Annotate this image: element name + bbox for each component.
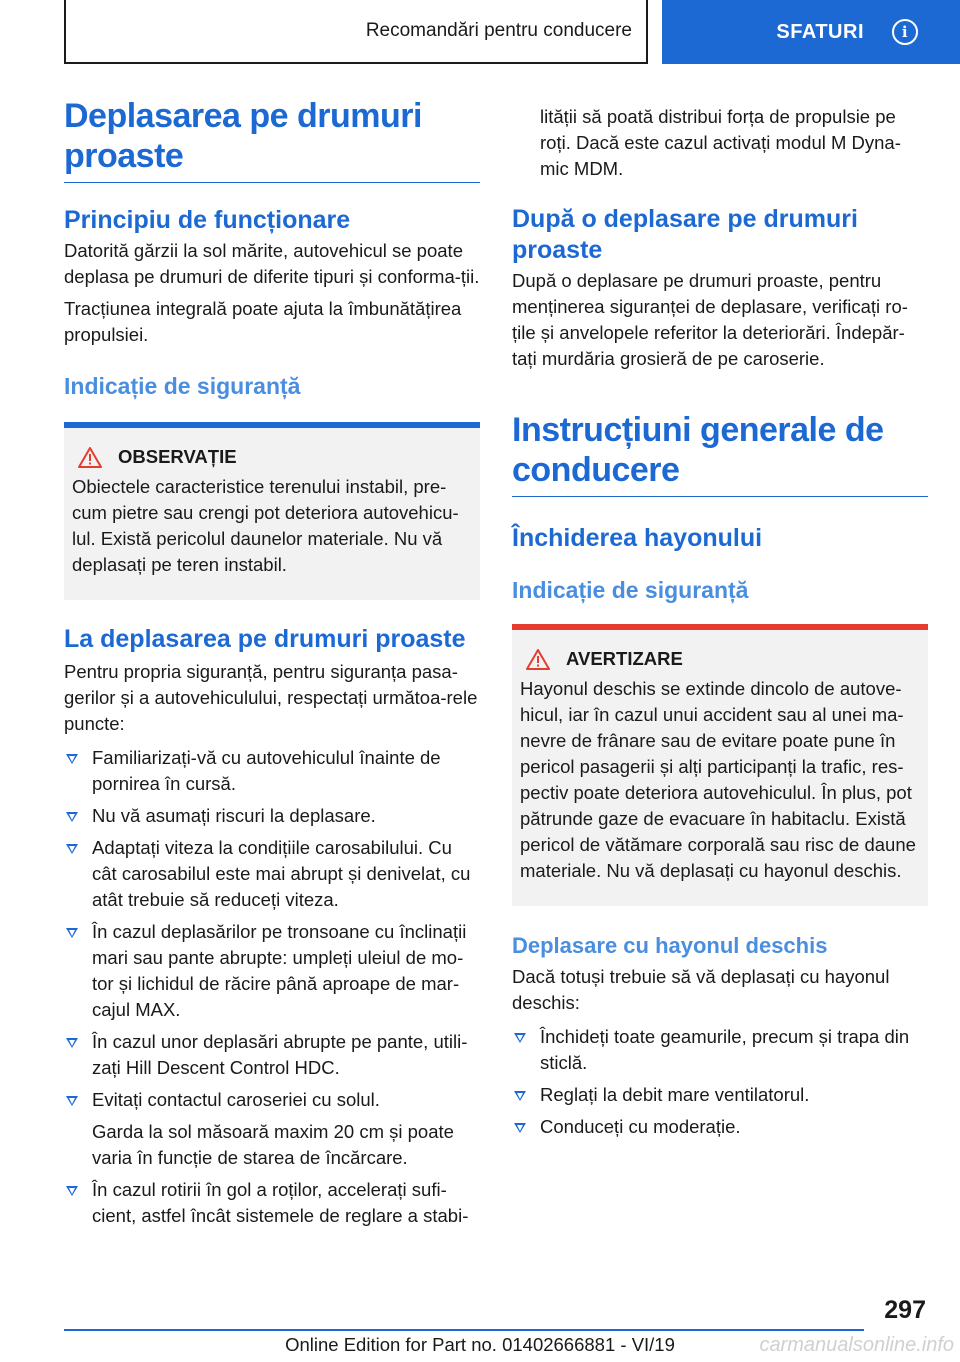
list-item: În cazul rotirii în gol a roților, accelerați sufi-cient, astfel încât sistemele de reglare a stabi-	[64, 1177, 480, 1229]
principiu-paragraph-1: Datorită gărzii la sol mărite, autovehicul se poate deplasa pe drumuri de diferite tipuri și conforma-ții.	[64, 240, 480, 287]
tab-label: SFATURI	[776, 20, 864, 43]
triangle-bullet-icon	[66, 1096, 78, 1106]
list-item: Familiarizați-vă cu autovehiculul înainte de pornirea în cursă.	[64, 745, 480, 797]
list-item: Reglați la debit mare ventilatorul.	[512, 1082, 928, 1108]
footer-divider	[64, 1329, 864, 1331]
observatie-title-row	[72, 446, 472, 468]
watermark-text: carmanualsonline.info	[759, 1334, 954, 1356]
list-item: În cazul unor deplasări abrupte pe pante, utili-zați Hill Descent Control HDC.	[64, 1029, 480, 1081]
deschis-intro: Dacă totuși trebuie să vă deplasați cu hayonul deschis:	[512, 966, 890, 1013]
edition-text: Online Edition for Part no. 01402666881 - VI/19	[285, 1334, 675, 1355]
avertizare-text: Hayonul deschis se extinde dincolo de autove-hicul, iar în cazul unui accident sau al unei ma-nevre de frânare sau de evitare poate pune în pericol pasagerii și alți participanți la trafic, res-pectiv poate deteriora autovehiculul. În plus, pot pătrunde gaze de evacuare în habitaclu. Există pericol de vătămare corporală sau risc de daune materiale. Nu vă deplasați cu hayonul deschis.	[520, 678, 916, 881]
avertizare-title-row	[520, 648, 920, 670]
info-icon: i	[892, 19, 918, 45]
heading-deplasare-hayon-deschis: Deplasare cu hayonul deschis	[512, 933, 828, 958]
deplasare-list	[64, 745, 480, 1229]
continuation-text: lității să poată distribui forța de propulsie pe roți. Dacă este cazul activați modul M Dyna-mic MDM.	[540, 106, 901, 179]
header-section-title	[64, 0, 648, 64]
heading-instructiuni-generale: Instrucțiuni generale de conducere	[512, 410, 928, 497]
triangle-bullet-icon	[66, 1038, 78, 1048]
section-title-text: Recomandări pentru conducere	[365, 20, 632, 41]
triangle-bullet-icon	[66, 928, 78, 938]
triangle-bullet-icon	[66, 1186, 78, 1196]
dupa-paragraph: După o deplasare pe drumuri proaste, pentru menținerea siguranței de deplasare, verificați ro-țile și anvelopele referitor la deteriorări. Îndepăr-tați murdăria grosieră de pe caroserie.	[512, 270, 908, 369]
heading-la-deplasarea: La deplasarea pe drumuri proaste	[64, 625, 466, 653]
triangle-bullet-icon	[66, 812, 78, 822]
list-item: Conduceți cu moderație.	[512, 1114, 928, 1140]
triangle-bullet-icon	[514, 1091, 526, 1101]
heading-dupa-deplasare: După o deplasare pe drumuri proaste	[512, 205, 858, 264]
list-item: Evitați contactul caroseriei cu solul. Garda la sol măsoară maxim 20 cm și poate varia în funcție de starea de încărcare.	[64, 1087, 480, 1171]
hayon-list	[512, 1024, 928, 1140]
avertizare-title: AVERTIZARE	[566, 648, 683, 669]
triangle-bullet-icon	[66, 844, 78, 854]
triangle-bullet-icon	[514, 1033, 526, 1043]
list-item: În cazul deplasărilor pe tronsoane cu înclinații mari sau pante abrupte: umpleți uleiul de mo-tor și lichidul de răcire până aproape de mar-cajul MAX.	[64, 919, 480, 1023]
triangle-bullet-icon	[514, 1123, 526, 1133]
page-number: 297	[884, 1296, 926, 1324]
principiu-paragraph-2: Tracțiunea integrală poate ajuta la îmbunătățirea propulsiei.	[64, 298, 462, 345]
observatie-text: Obiectele caracteristice terenului instabil, pre-cum pietre sau crengi pot deteriora autovehicu-lul. Există pericolul daunelor materiale. Nu vă deplasați pe teren instabil.	[72, 476, 459, 575]
heading-indicatie-siguranta-2: Indicație de siguranță	[512, 577, 749, 603]
left-column	[64, 96, 480, 1235]
heading-deplasarea-drumuri-proaste: Deplasarea pe drumuri proaste	[64, 96, 480, 183]
heading-indicatie-siguranta: Indicație de siguranță	[64, 373, 301, 399]
right-column	[512, 104, 928, 1146]
avertizare-box	[512, 624, 928, 906]
warning-triangle-icon	[526, 649, 550, 670]
heading-inchiderea-hayonului: Închiderea hayonului	[512, 524, 763, 552]
header-tab-sfaturi[interactable]	[662, 0, 960, 64]
deplasare-intro: Pentru propria siguranță, pentru siguranța pasa-gerilor și a autovehiculului, respectați următoa-rele puncte:	[64, 661, 478, 734]
warning-triangle-icon	[78, 447, 102, 468]
triangle-bullet-icon	[66, 754, 78, 764]
heading-principiu: Principiu de funcționare	[64, 206, 351, 234]
list-item: Închideți toate geamurile, precum și trapa din sticlă.	[512, 1024, 928, 1076]
list-item: Adaptați viteza la condițiile carosabilului. Cu cât carosabilul este mai abrupt și denivelat, cu atât trebuie să reduceți viteza.	[64, 835, 480, 913]
observatie-box	[64, 422, 480, 600]
garda-note: Garda la sol măsoară maxim 20 cm și poate varia în funcție de starea de încărcare.	[92, 1121, 454, 1168]
list-item: Nu vă asumați riscuri la deplasare.	[64, 803, 480, 829]
observatie-title: OBSERVAȚIE	[118, 446, 237, 467]
